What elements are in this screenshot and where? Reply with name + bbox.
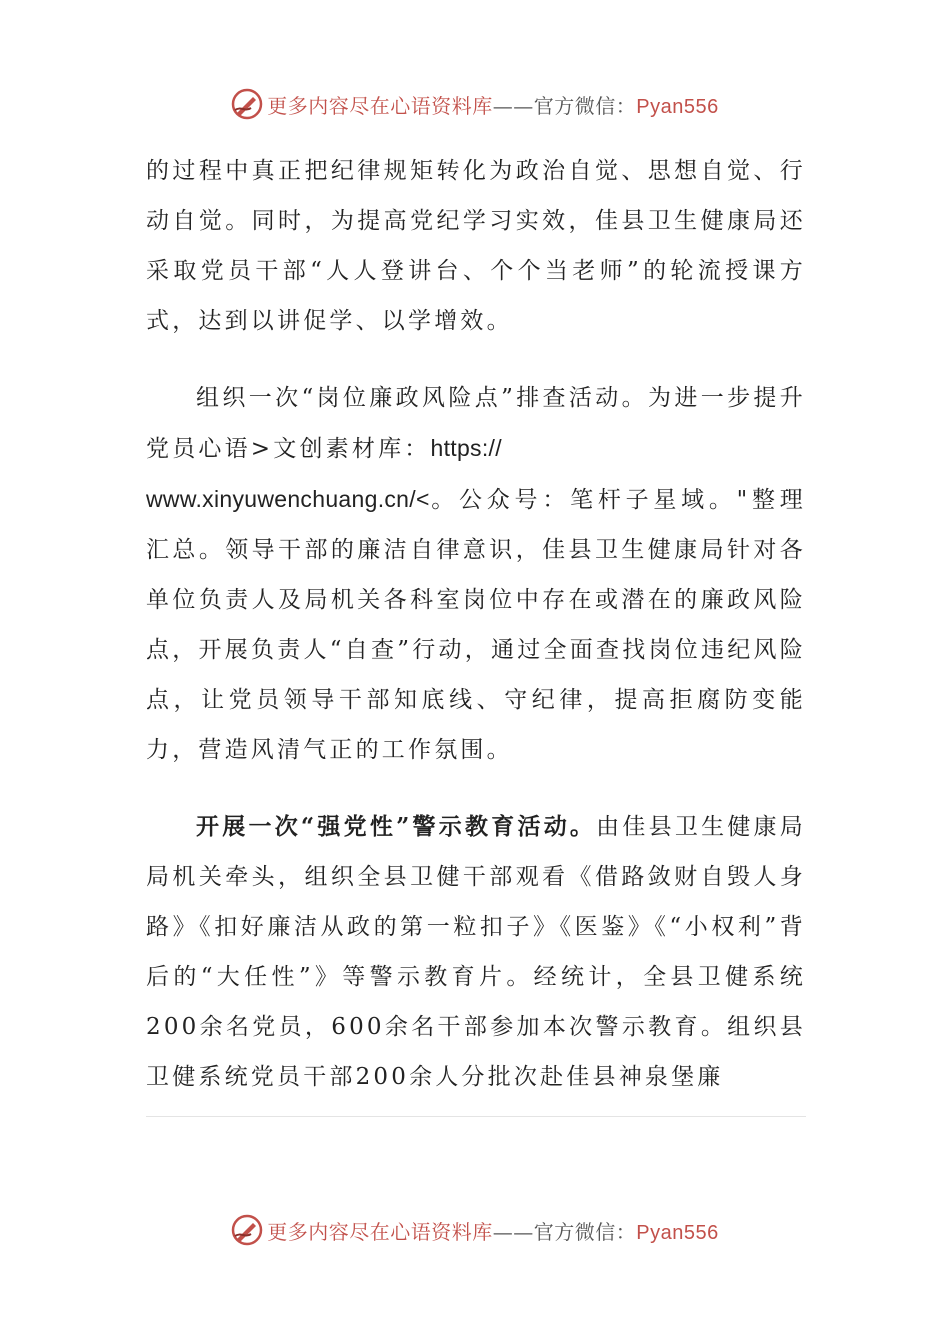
watermark-dash: ——	[492, 93, 534, 118]
watermark-text	[267, 90, 718, 119]
page-divider	[146, 1116, 806, 1117]
paragraph-3-heading: 开展一次“强党性”警示教育活动。	[196, 813, 597, 840]
document-body	[146, 146, 806, 1102]
pen-logo-icon	[231, 88, 263, 120]
url-scheme: https://	[430, 435, 502, 461]
url-host: www.xinyuwenchuang.cn/<	[146, 486, 430, 512]
watermark-id: Pyan556	[636, 1221, 719, 1244]
paragraph-2	[146, 373, 806, 775]
watermark-main: 更多内容尽在心语资料库	[267, 93, 493, 118]
paragraph-3	[146, 802, 806, 1102]
watermark-id: Pyan556	[636, 95, 719, 118]
watermark-dash: ——	[492, 1219, 534, 1244]
paragraph-1: 的过程中真正把纪律规矩转化为政治自觉、思想自觉、行动自觉。同时，为提高党纪学习实效，佳县卫生健康局还采取党员干部“人人登讲台、个个当老师”的轮流授课方式，达到以讲促学、以学增效。	[146, 158, 806, 334]
paragraph-2-body: 。公众号：笔杆子星域。"整理汇总。领导干部的廉洁自律意识，佳县卫生健康局针对各单位负责人及局机关各科室岗位中存在或潜在的廉政风险点，开展负责人“自查”行动，通过全面查找岗位违纪风险点，让党员领导干部知底线、守纪律，提高拒腐防变能力，营造风清气正的工作氛围。	[146, 487, 806, 763]
watermark-sub: 官方微信：	[533, 1219, 637, 1244]
paragraph-3-body: 由佳县卫生健康局局机关牵头，组织全县卫健干部观看《借路敛财自毁人身路》《扣好廉洁从政的第一粒扣子》《医鉴》《“小权利”背后的“大任性”》等警示教育片。经统计，全县卫健系统200余名党员，600余名干部参加本次警示教育。组织县卫健系统党员干部200余人分批次赴佳县神泉堡廉	[146, 814, 806, 1090]
watermark-main: 更多内容尽在心语资料库	[267, 1219, 493, 1244]
pen-logo-icon	[231, 1214, 263, 1246]
header-watermark	[0, 84, 950, 124]
footer-watermark	[0, 1210, 950, 1250]
paragraph-2-intro: 组织一次“岗位廉政风险点”排查活动。为进一步提升党员心语>文创素材库：	[146, 385, 806, 462]
watermark-text	[267, 1216, 718, 1245]
watermark-sub: 官方微信：	[533, 93, 637, 118]
